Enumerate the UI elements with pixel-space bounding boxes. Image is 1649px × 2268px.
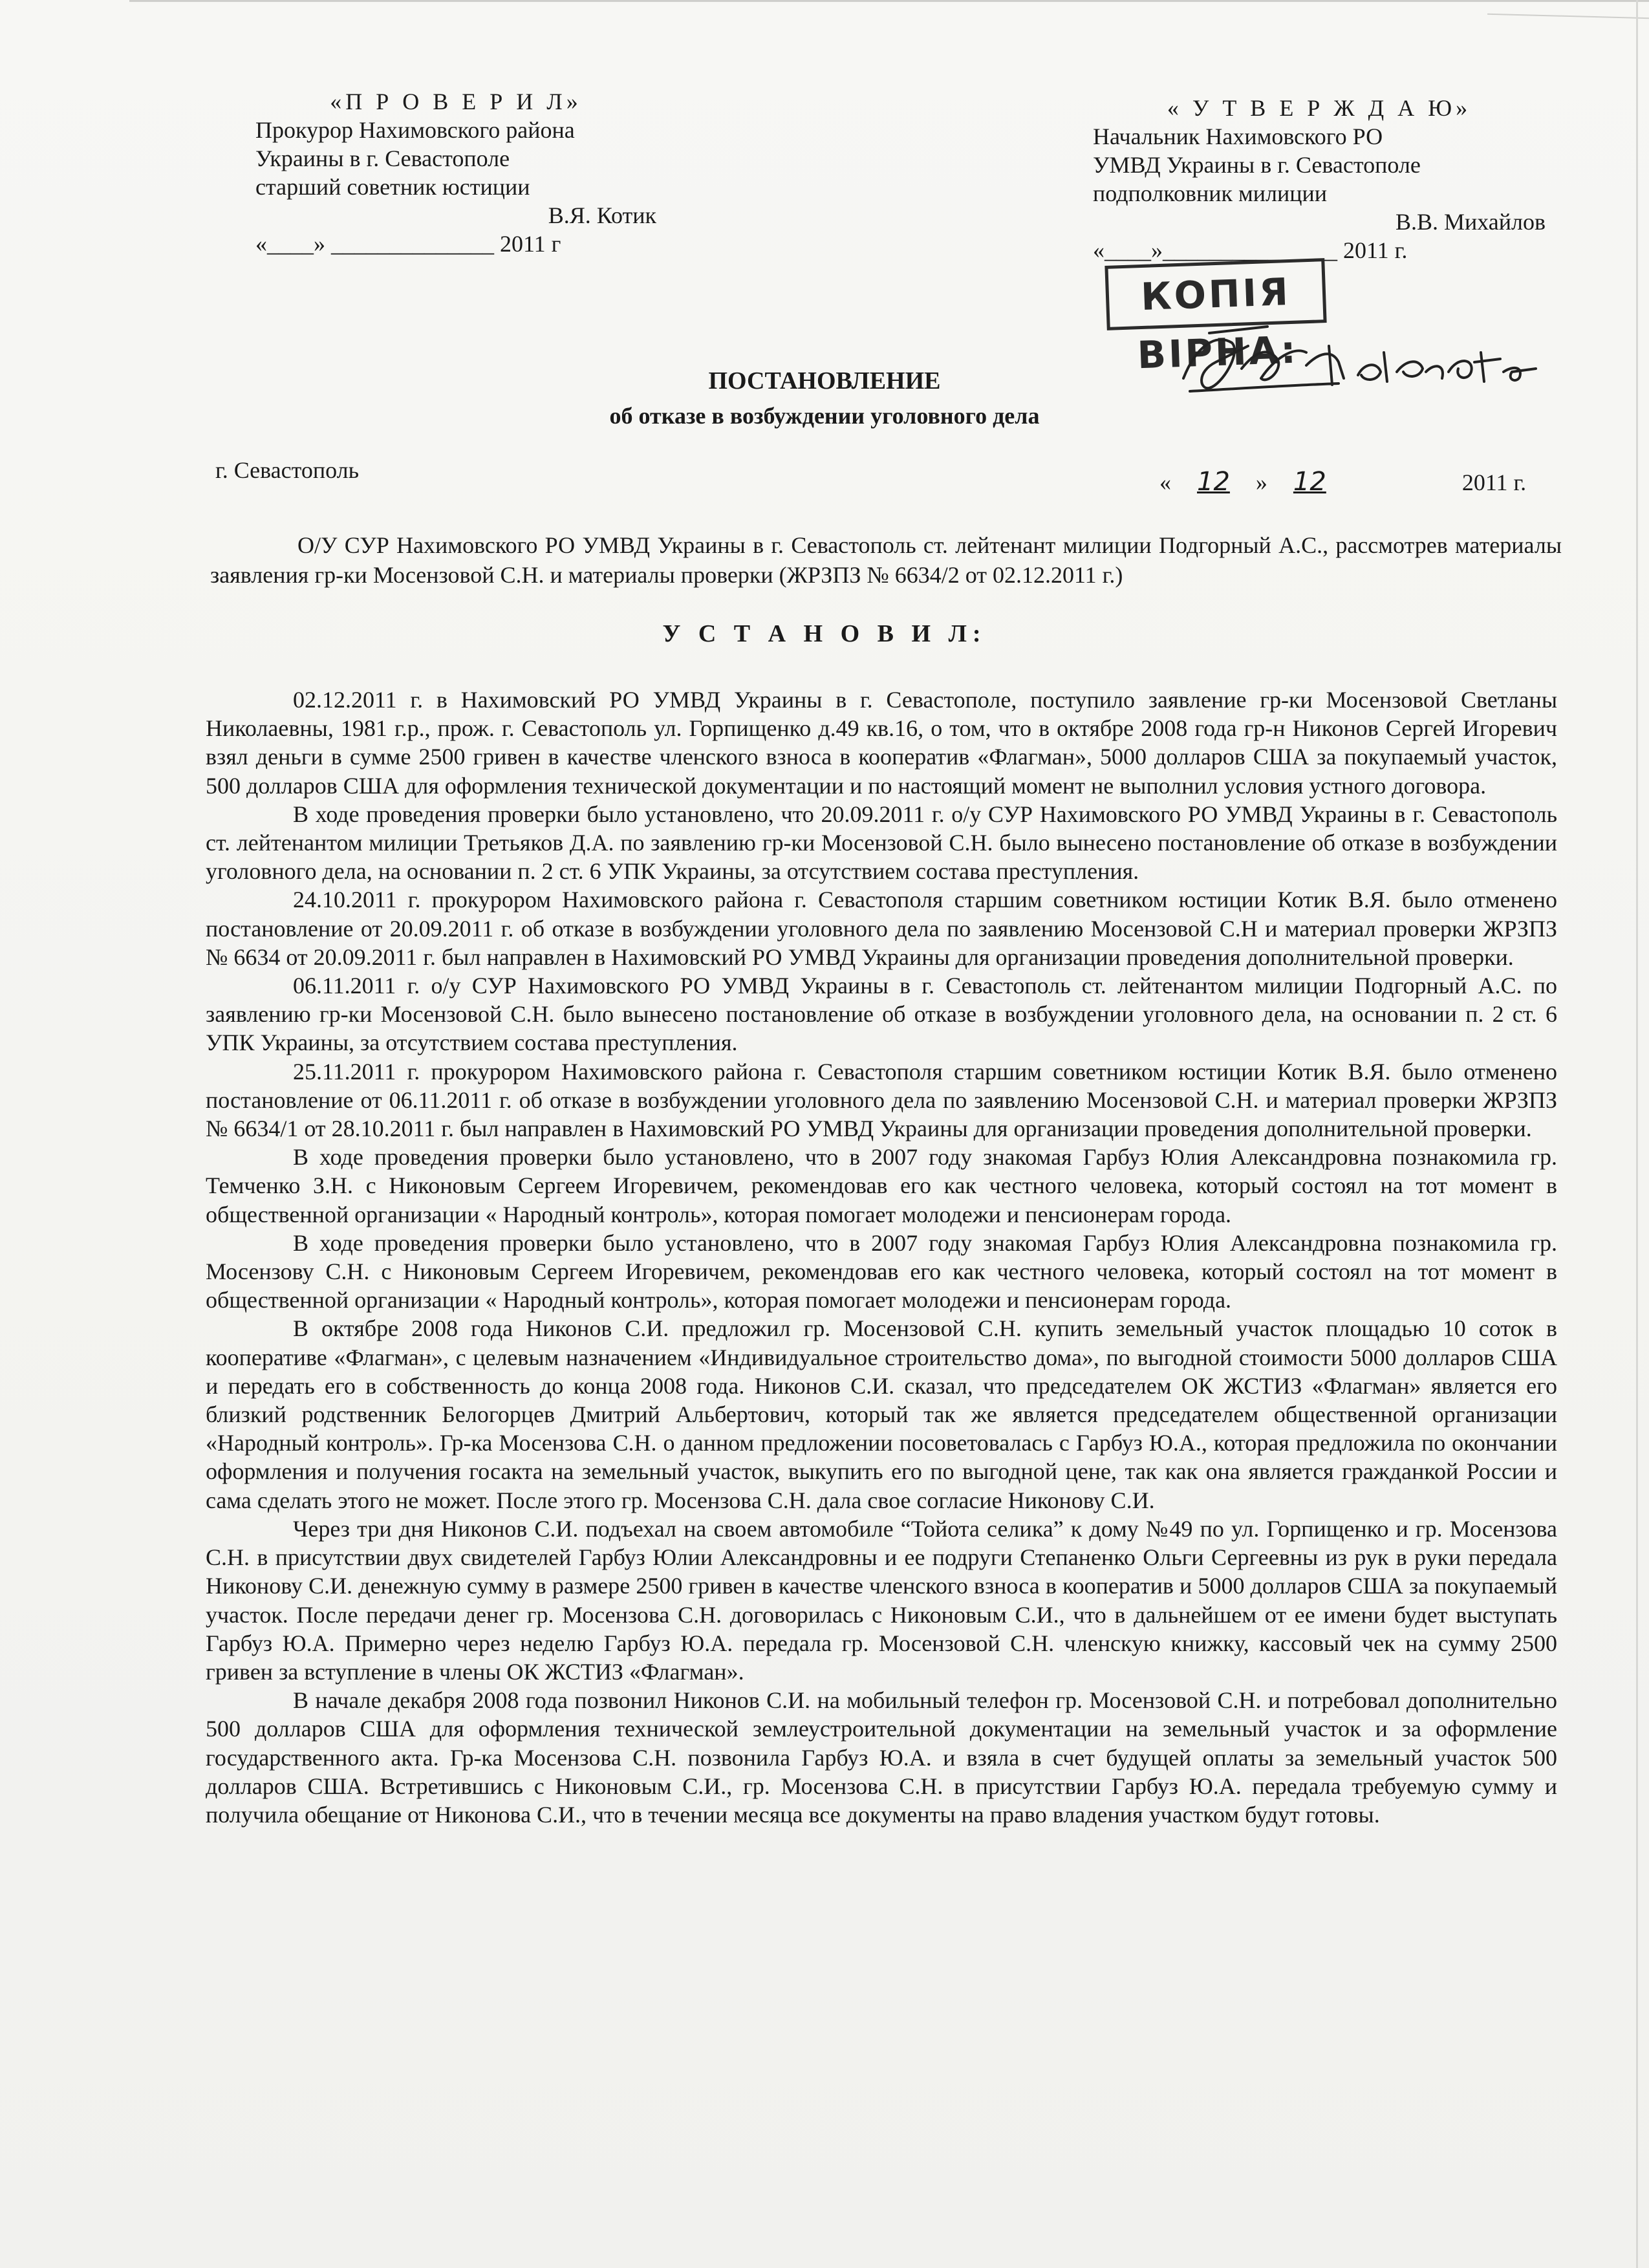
approval-block-prosecutor [255,87,656,258]
paper-edge-right [1636,0,1638,2268]
body-paragraph: 02.12.2011 г. в Нахимовский РО УМВД Украины в г. Севастополе, поступило заявление гр-ки Мосензовой Светланы Николаевны, 1981 г.р., прож. г. Севастополь ул. Горпищенко д.49 кв.16, о том, что в октябре 2008 года гр-н Никонов Сергей Игоревич взял деньги в сумме 2500 гривен в качестве членского взноса в кооператив «Флагман», 5000 долларов США за покупаемый участок, 500 долларов США для оформления технической документации и по настоящий момент не выполнил условия устного договора. [206,687,1557,799]
confirm-line-3: подполковник милиции [1093,180,1328,206]
body-paragraph: В ходе проведения проверки было установлено, что в 2007 году знакомая Гарбуз Юлия Александровна познакомила гр. Темченко З.Н. с Никоновым Сергеем Игоревичем, рекомендовав его как честного человека, который состоял на тот момент в общественной организации « Народный контроль», которая помогает молодежи и пенсионерам города. [206,1144,1557,1227]
document-body [206,686,1557,1829]
confirm-date: «____»_______________ 2011 г. [1093,237,1408,263]
paper-edge-top [129,0,1649,2]
paper-edge-crease [1487,14,1649,19]
confirm-signer: В.В. Михайлов [1395,209,1546,235]
approval-line-1: Прокурор Нахимовского района [255,117,575,143]
document-subtitle: об отказе в возбуждении уголовного дела [609,403,1040,429]
copy-certified-stamp: КОПІЯ ВІРНА: [1105,258,1326,330]
approval-heading: «П Р О В Е Р И Л» [330,89,582,114]
body-paragraph: В октябре 2008 года Никонов С.И. предложил гр. Мосензовой С.Н. купить земельный участок площадью 10 соток в кооперативе «Флагман», с целевым назначением «Индивидуальное строительство дома», по выгодной стоимости 5000 долларов США и передать его в собственность до конца 2008 года. Никонов С.И. сказал, что председателем ОК ЖСТИЗ «Флагман» является его близкий родственник Белогорцев Дмитрий Альбертович, который так же является председателем общественной организации «Народный контроль». Гр-ка Мосензова С.Н. о данном предложении посоветовалась с Гарбуз Ю.А., которая предложила по окончании оформления и получения госакта на земельный участок, выкупить его по выгодной цене, так как она является гражданкой России и сама сделать этого не может. После этого гр. Мосензова С.Н. дала свое согласие Никонову С.И. [206,1315,1557,1513]
date-day: 12 [1197,467,1230,497]
body-paragraph: В ходе проведения проверки было установлено, что 20.09.2011 г. о/у СУР Нахимовского РО УМВД Украины в г. Севастополь ст. лейтенантом милиции Третьяков Д.А. по заявлению гр-ки Мосензовой С.Н. было вынесено постановление об отказе в возбуждении уголовного дела, на основании п. 2 ст. 6 УПК Украины, за отсутствием состава преступления. [206,801,1557,885]
confirm-heading: « У Т В Е Р Ж Д А Ю» [1167,95,1472,121]
document-intro [210,530,1562,590]
body-paragraph: Через три дня Никонов С.И. подъехал на своем автомобиле “Тойота селика” к дому №49 по ул. Горпищенко и гр. Мосензова С.Н. в присутствии двух свидетелей Гарбуз Юлии Александровны и ее подруги Степаненко Ольги Сергеевны из рук в руки передала Никонову С.И. денежную сумму в размере 2500 гривен в качестве членского взноса в кооператив и 5000 долларов США за покупаемый участок. После передачи денег гр. Мосензова С.Н. договорилась с Никоновым С.И., что в дальнейшем от ее имени будет выступать Гарбуз Ю.А. Примерно через неделю Гарбуз Ю.А. передала гр. Мосензовой С.Н. членскую книжку, кассовый чек на сумму 2500 гривен за вступление в члены ОК ЖСТИЗ «Флагман». [206,1515,1557,1685]
approval-line-2: Украины в г. Севастополе [255,146,510,171]
document-date: « 12 » 12 2011 г. [1159,467,1527,497]
body-paragraph: В начале декабря 2008 года позвонил Никонов С.И. на мобильный телефон гр. Мосензовой С.Н. и потребовал дополнительно 500 долларов США для оформления технической землеустроительной документации на земельный участок и за оформление государственного акта. Гр-ка Мосензова С.Н. позвонила Гарбуз Ю.А. и взяла в счет будущей оплаты за земельный участок 500 долларов США. Встретившись с Никоновым С.И., гр. Мосензова С.Н. в присутствии Гарбуз Ю.А. передала требуемую сумму и получила обещание от Никонова С.И., что в течении месяца все документы на право владения участком будут готовы. [206,1687,1557,1828]
approval-block-police-chief [1093,94,1546,265]
body-paragraph: 06.11.2011 г. о/у СУР Нахимовского РО УМВД Украины в г. Севастополь ст. лейтенантом милиции Подгорный А.С. по заявлению гр-ки Мосензовой С.Н. было вынесено постановление об отказе в возбуждении уголовного дела, на основании п. 2 ст. 6 УПК Украины, за отсутствием состава преступления. [206,973,1557,1056]
approval-signer: В.Я. Котик [548,202,656,228]
date-month: 12 [1293,467,1326,497]
body-paragraph: 24.10.2011 г. прокурором Нахимовского района г. Севастополя старшим советником юстиции Котик В.Я. было отменено постановление от 20.09.2011 г. об отказе в возбуждении уголовного дела по заявлению Мосензовой С.Н и материал проверки ЖРЗПЗ № 6634 от 20.09.2011 г. был направлен в Нахимовский РО УМВД Украины для организации проведения дополнительной проверки. [206,887,1557,970]
confirm-line-2: УМВД Украины в г. Севастополе [1093,152,1421,178]
confirm-line-1: Начальник Нахимовского РО [1093,124,1383,149]
intro-text: О/У СУР Нахимовского РО УМВД Украины в г. Севастополь ст. лейтенант милиции Подгорный А.С., рассмотрев материалы заявления гр-ки Мосензовой С.Н. и материалы проверки (ЖРЗПЗ № 6634/2 от 02.12.2011 г.) [210,532,1562,588]
approval-line-3: старший советник юстиции [255,174,530,200]
date-year: 2011 г. [1461,470,1527,495]
document-title: ПОСТАНОВЛЕНИЕ [708,367,941,394]
document-city: г. Севастополь [215,457,360,483]
body-paragraph: 25.11.2011 г. прокурором Нахимовского района г. Севастополя старшим советником юстиции Котик В.Я. было отменено постановление от 06.11.2011 г. об отказе в возбуждении уголовного дела по заявлению Мосензовой С.Н. и материал проверки ЖРЗПЗ № 6634/1 от 28.10.2011 г. был направлен в Нахимовский РО УМВД Украины для организации проведения дополнительной проверки. [206,1058,1557,1142]
approval-date: «____» ______________ 2011 г [255,231,561,257]
body-paragraph: В ходе проведения проверки было установлено, что в 2007 году знакомая Гарбуз Юлия Александровна познакомила гр. Мосензову С.Н. с Никоновым Сергеем Игоревичем, рекомендовав его как честного человека, который состоял на тот момент в общественной организации « Народный контроль», которая помогает молодежи и пенсионерам города. [206,1229,1557,1313]
section-heading-established: У С Т А Н О В И Л: [662,620,987,647]
